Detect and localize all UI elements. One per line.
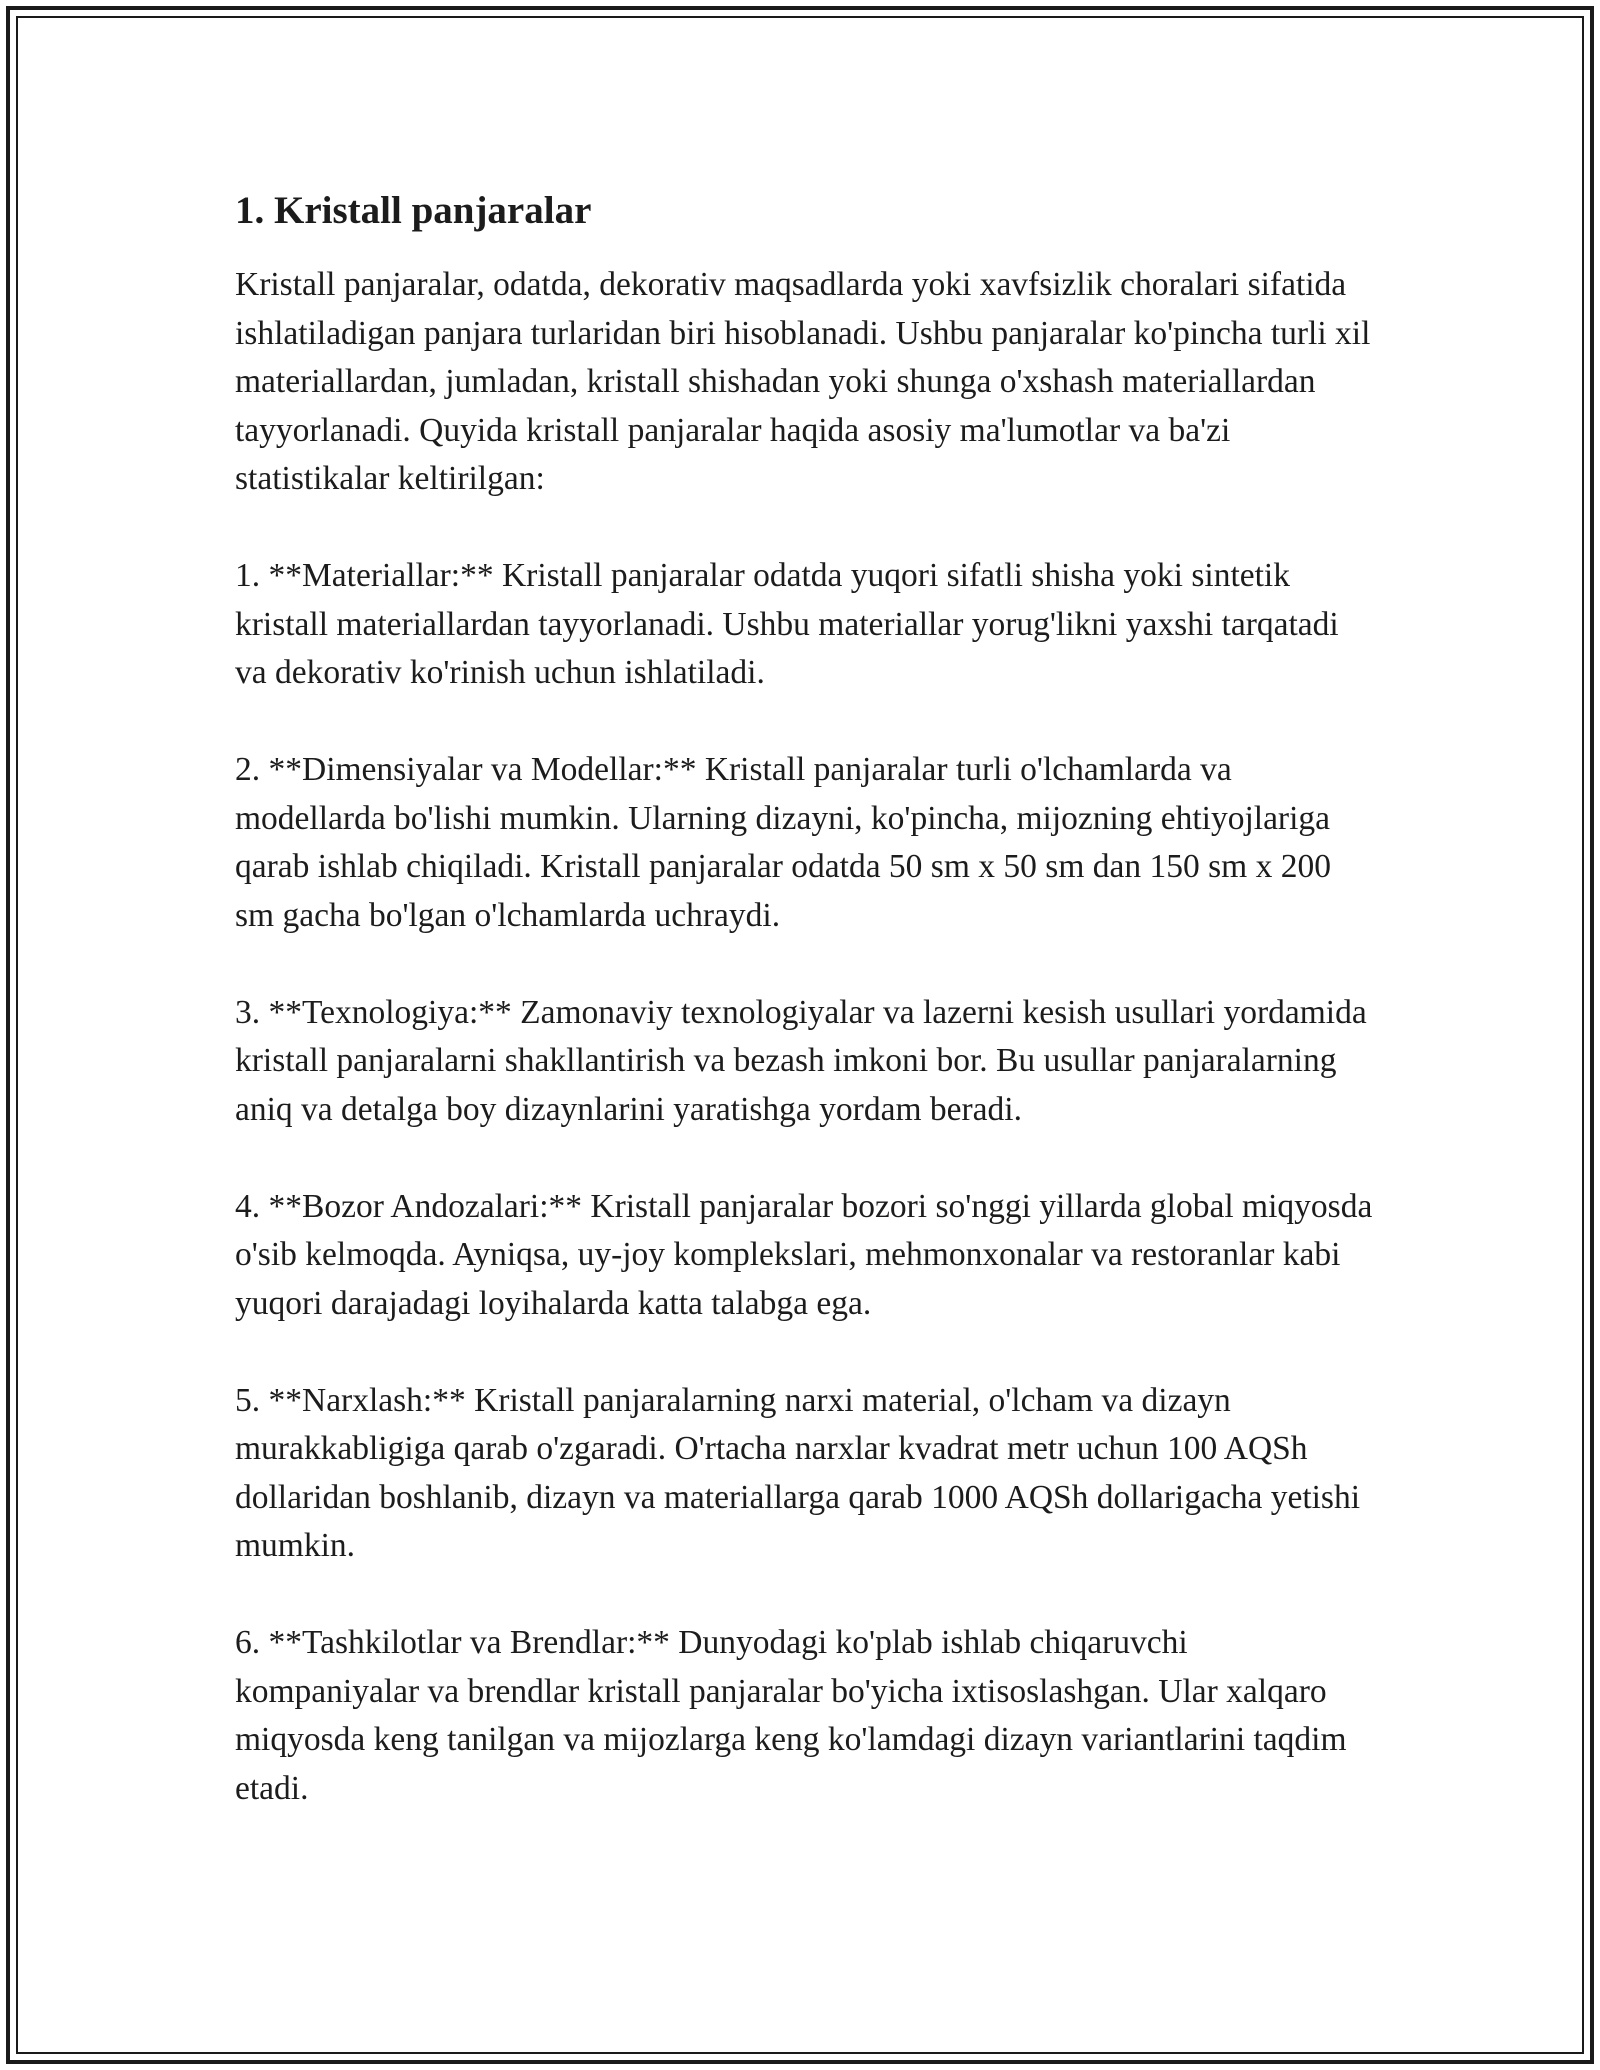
list-item-market: 4. **Bozor Andozalari:** Kristall panjaralar bozori so'nggi yillarda global miqyosda o'sib kelmoqda. Ayniqsa, uy-joy komplekslari, mehmonxonalar va restoranlar kabi yuqori darajadagi loyihalarda katta talabga ega.: [235, 1187, 1373, 1322]
list-item-dimensions: 2. **Dimensiyalar va Modellar:** Kristall panjaralar turli o'lchamlarda va modellarda bo'lishi mumkin. Ularning dizayni, ko'pincha, mijozning ehtiyojlariga qarab ishlab chiqiladi. Kristall panjaralar odatda 50 sm x 50 sm dan 150 sm x 200 sm gacha bo'lgan o'lchamlarda uchraydi.: [235, 751, 1331, 934]
list-item-brands: 6. **Tashkilotlar va Brendlar:** Dunyodagi ko'plab ishlab chiqaruvchi kompaniyalar va brendlar kristall panjaralar bo'yicha ixtisoslashgan. Ular xalqaro miqyosda keng tanilgan va mijozlarga keng ko'lamdagi dizayn variantlarini taqdim etadi.: [235, 1624, 1347, 1807]
list-item-technology: 3. **Texnologiya:** Zamonaviy texnologiyalar va lazerni kesish usullari yordamida kristall panjaralarni shakllantirish va bezash imkoni bor. Bu usullar panjaralarning aniq va detalga boy dizaynlarini yaratishga yordam beradi.: [235, 993, 1367, 1128]
section-heading: 1. Kristall panjaralar: [235, 189, 592, 232]
document-body: [235, 185, 1375, 1862]
list-item-materials: 1. **Materiallar:** Kristall panjaralar odatda yuqori sifatli shisha yoki sintetik kristall materiallardan tayyorlanadi. Ushbu materiallar yorug'likni yaxshi tarqatadi va dekorativ ko'rinish uchun ishlatiladi.: [235, 557, 1339, 691]
intro-paragraph: Kristall panjaralar, odatda, dekorativ maqsadlarda yoki xavfsizlik choralari sifatida ishlatiladigan panjara turlaridan biri hisoblanadi. Ushbu panjaralar ko'pincha turli xil materiallardan, jumladan, kristall shishadan yoki shunga o'xshash materiallardan tayyorlanadi. Quyida kristall panjaralar haqida asosiy ma'lumotlar va ba'zi statistikalar keltirilgan:: [235, 266, 1371, 497]
list-item-pricing: 5. **Narxlash:** Kristall panjaralarning narxi material, o'lcham va dizayn murakkabligiga qarab o'zgaradi. O'rtacha narxlar kvadrat metr uchun 100 AQSh dollaridan boshlanib, dizayn va materiallarga qarab 1000 AQSh dollarigacha yetishi mumkin.: [235, 1381, 1361, 1564]
